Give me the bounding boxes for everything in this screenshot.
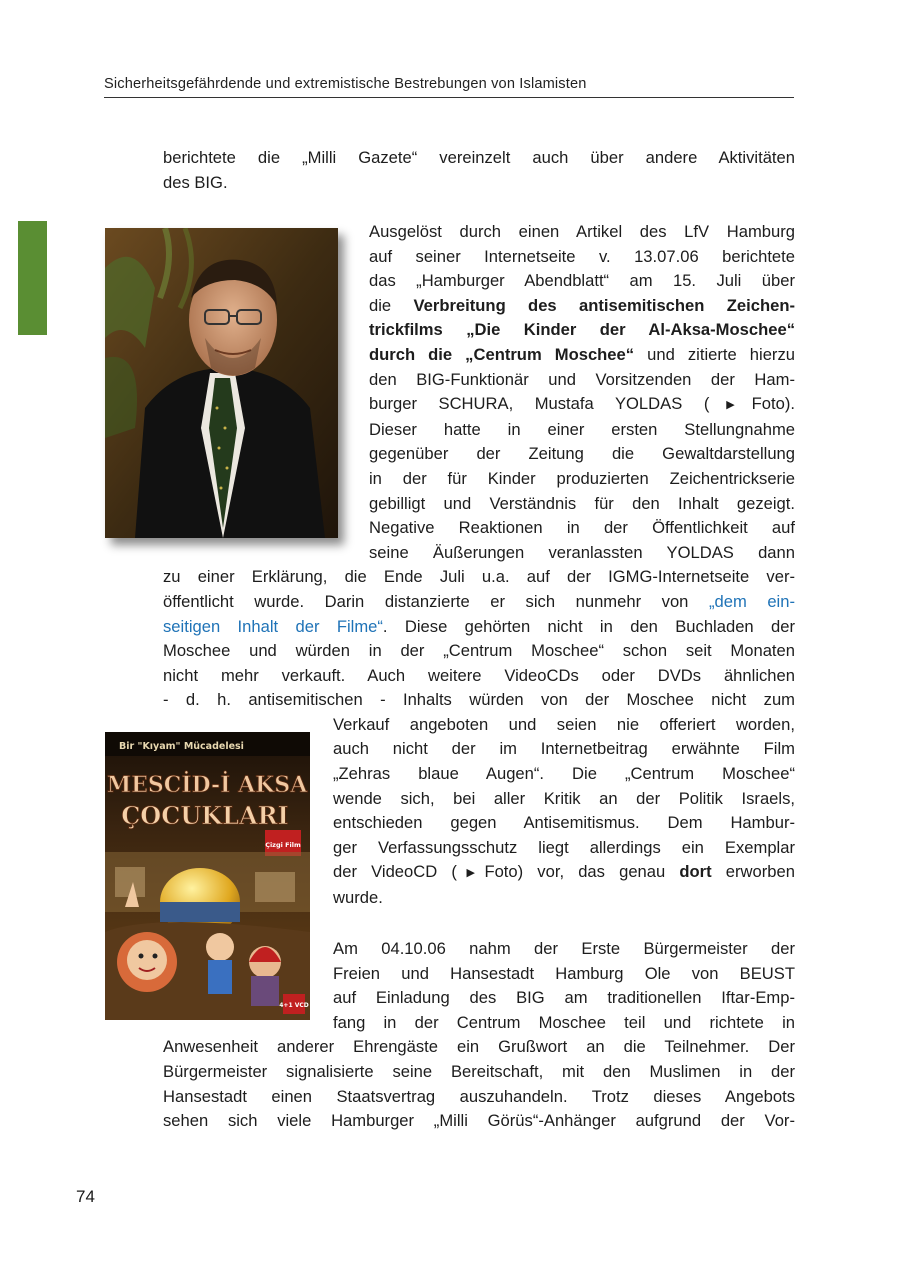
text-line: auch nicht der im Internetbeitrag erwähnte Film — [333, 739, 795, 759]
text-line: gebilligt und Verständnis für den Inhalt gezeigt. — [369, 493, 795, 513]
page-number: 74 — [76, 1187, 95, 1206]
text-line: Moschee und würden in der „Centrum Moschee“ schon seit Monaten — [163, 641, 795, 661]
text-line: Ausgelöst durch einen Artikel des LfV Hamburg — [369, 222, 795, 241]
text-line: Negative Reaktionen in der Öffentlichkeit auf — [369, 518, 795, 538]
text-line: durch die „Centrum Moschee“ und zitierte hierzu — [369, 344, 795, 364]
text-line: wurde. — [333, 888, 383, 908]
text-line: burger SCHURA, Mustafa YOLDAS (▶Foto). — [369, 394, 795, 414]
text-line: seitigen Inhalt der Filme“. Diese gehörten nicht in den Buchladen der — [163, 616, 795, 636]
text-line: nicht mehr verkauft. Auch weitere VideoCDs oder DVDs ähnlichen — [163, 665, 795, 685]
text-line: Am 04.10.06 nahm der Erste Bürgermeister der — [333, 939, 795, 958]
cover-badge: Çizgi Film — [265, 841, 301, 849]
text-line: auf Einladung des BIG am traditionellen Iftar-Emp- — [333, 988, 795, 1008]
text-line: die Verbreitung des antisemitischen Zeichen- — [369, 295, 795, 315]
text-line: des BIG. — [163, 172, 228, 192]
text-line: - d. h. antisemitischen - Inhalts würden von der Moschee nicht zum — [163, 690, 795, 710]
text-line: Freien und Hansestadt Hamburg Ole von BEUST — [333, 963, 795, 983]
cover-banner-text: Bir "Kıyam" Mücadelesi — [119, 741, 244, 752]
text-line: Anwesenheit anderer Ehrengäste ein Grußwort an die Teilnehmer. Der — [163, 1037, 795, 1057]
text-line: auf seiner Internetseite v. 13.07.06 berichtete — [369, 246, 795, 266]
text-line: gegenüber der Zeitung die Gewaltdarstellung — [369, 444, 795, 464]
text-line: trickfilms „Die Kinder der Al-Aksa-Moschee“ — [369, 320, 795, 340]
text-line: den BIG-Funktionär und Vorsitzenden der Ham- — [369, 369, 795, 389]
cover-title-line1: MESCİD-İ AKSA — [106, 772, 308, 798]
quoted-statement: seitigen Inhalt der Filme“ — [163, 616, 383, 636]
text-line: öffentlicht wurde. Darin distanzierte er sich nunmehr von „dem ein- — [163, 591, 795, 611]
quoted-statement: „dem ein- — [708, 591, 795, 611]
text-line: Dieser hatte in einer ersten Stellungnahme — [369, 419, 795, 439]
text-line: in der für Kinder produzierten Zeichentrickserie — [369, 468, 795, 488]
cover-title-line2: ÇOCUKLARI — [121, 801, 289, 830]
triangle-right-icon: ▶ — [709, 399, 752, 412]
paragraph-beust — [163, 937, 795, 1134]
text-line: berichtete die „Milli Gazete“ vereinzelt auch über andere Aktivitäten — [163, 148, 795, 167]
text-line: fang in der Centrum Moschee teil und richtete in — [333, 1012, 795, 1032]
running-header: Sicherheitsgefährdende und extremistische Bestrebungen von Islamisten — [104, 76, 794, 98]
text-line: seine Äußerungen veranlassten YOLDAS dann — [369, 542, 795, 562]
chapter-tab-marker — [18, 221, 47, 335]
text-line: entschieden gegen Antisemitismus. Dem Hambur- — [333, 813, 795, 833]
text-line: ger Verfassungsschutz liegt allerdings ein Exemplar — [333, 837, 795, 857]
text-line: „Zehras blaue Augen“. Die „Centrum Moschee“ — [333, 764, 795, 784]
text-line: das „Hamburger Abendblatt“ am 15. Juli über — [369, 271, 795, 291]
text-line: Verkauf angeboten und seien nie offeriert worden, — [333, 714, 795, 734]
text-line: sehen sich viele Hamburger „Milli Görüs“-Anhänger aufgrund der Vor- — [163, 1111, 795, 1131]
text-line: Hansestadt einen Staatsvertrag auszuhandeln. Trotz dieses Angebots — [163, 1086, 795, 1106]
triangle-right-icon: ▶ — [456, 867, 485, 880]
cover-corner-label: 4+1 VCD — [279, 1002, 309, 1009]
text-line: wende sich, bei aller Kritik an der Politik Israels, — [333, 788, 795, 808]
paragraph-intro — [163, 146, 795, 195]
text-line: zu einer Erklärung, die Ende Juli u.a. auf der IGMG-Internetseite ver- — [163, 567, 795, 587]
text-line: der VideoCD (▶Foto) vor, das genau dort erworben — [333, 862, 795, 882]
text-line: Bürgermeister signalisierte seine Bereitschaft, mit den Muslimen in der — [163, 1061, 795, 1081]
